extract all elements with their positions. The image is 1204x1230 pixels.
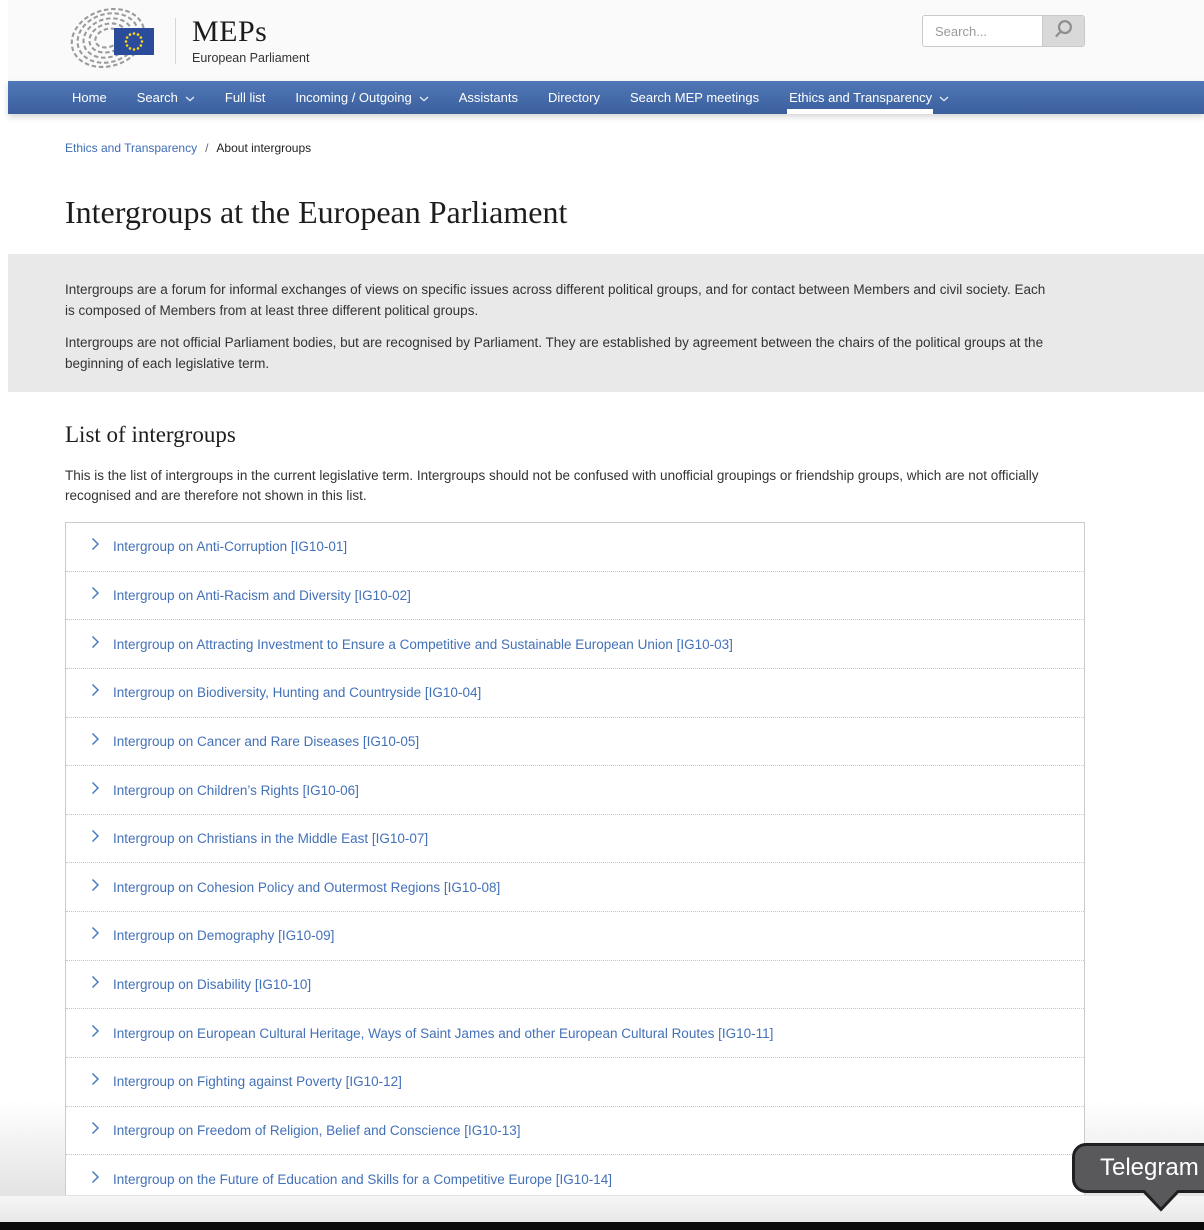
nav-item-label: Ethics and Transparency [789,90,933,105]
intergroup-item[interactable] [66,863,1084,912]
chevron-right-icon [91,732,100,751]
nav-item-full-list[interactable] [225,81,265,114]
desktop-strip [0,1196,1204,1222]
chevron-down-icon [419,90,429,105]
nav-item-search-mep-meetings[interactable] [630,81,759,114]
breadcrumb-current: About intergroups [216,141,312,155]
chevron-right-icon [91,1024,100,1043]
intergroup-item[interactable] [66,620,1084,669]
nav-item-label: Directory [547,90,600,105]
chevron-right-icon [91,829,100,848]
intergroup-item[interactable] [66,523,1084,572]
brand-subtitle: European Parliament [192,50,310,65]
intergroup-link[interactable]: Intergroup on Freedom of Religion, Belief and Conscience [IG10-13] [113,1123,521,1138]
nav-item-home[interactable] [72,81,107,114]
chevron-right-icon [91,975,100,994]
intergroup-item[interactable] [66,669,1084,718]
main-nav [8,81,1204,114]
intergroup-item[interactable] [66,815,1084,864]
brand-divider [175,18,176,64]
intergroup-link[interactable]: Intergroup on European Cultural Heritage, Ways of Saint James and other European Cultural Routes [IG10-11] [113,1025,774,1041]
intergroup-item[interactable] [66,912,1084,961]
nav-item-label: Search MEP meetings [629,90,760,105]
intergroup-link[interactable]: Intergroup on Cohesion Policy and Outermost Regions [IG10-08] [113,879,501,895]
nav-item-label: Full list [224,90,266,105]
chevron-right-icon [91,1072,100,1091]
nav-item-directory[interactable] [548,81,600,114]
nav-item-label: Home [72,90,107,105]
intergroup-item[interactable] [66,1009,1084,1058]
breadcrumb-link-ethics[interactable]: Ethics and Transparency [65,141,198,155]
chevron-right-icon [91,586,100,605]
chevron-down-icon [185,90,195,105]
search-button[interactable] [1042,16,1084,46]
intergroup-link[interactable]: Intergroup on Christians in the Middle East [IG10-07] [113,831,429,847]
chevron-right-icon [91,537,100,556]
chevron-right-icon [91,1170,100,1189]
bottom-black-bar [0,1222,1204,1230]
chevron-right-icon [91,926,100,945]
nav-item-assistants[interactable] [459,81,518,114]
nav-item-incoming-outgoing[interactable] [295,81,428,114]
european-parliament-hemicycle-logo-icon [68,8,165,73]
intergroup-link[interactable]: Intergroup on Attracting Investment to Ensure a Competitive and Sustainable European Union [IG10-03] [113,636,733,652]
telegram-overlay-label: Telegram [1100,1154,1199,1181]
intergroup-link[interactable]: Intergroup on Demography [IG10-09] [113,928,335,944]
nav-item-label: Incoming / Outgoing [295,90,412,105]
intergroup-item[interactable] [66,1107,1084,1156]
intergroup-link[interactable]: Intergroup on Cancer and Rare Diseases [IG10-05] [113,733,420,749]
intro-paragraph: Intergroups are not official Parliament bodies, but are recognised by Parliament. They are established by agreement between the chairs of the political groups at the beginning of each legislative term. [65,335,1044,371]
intergroup-link[interactable]: Intergroup on Children’s Rights [IG10-06] [113,782,359,798]
nav-item-search[interactable] [137,81,195,114]
intro-band [8,254,1204,392]
chevron-right-icon [91,1121,100,1140]
site-header [8,0,1204,81]
ep-logo-link[interactable] [68,8,309,73]
search-icon [1053,19,1074,43]
breadcrumb [65,141,1204,155]
browser-page [8,0,1204,1195]
intergroup-link[interactable]: Intergroup on Fighting against Poverty [IG10-12] [113,1074,402,1090]
intergroup-item[interactable] [66,718,1084,767]
intergroup-item[interactable] [66,1155,1084,1195]
chevron-down-icon [939,90,949,105]
intergroup-link[interactable]: Intergroup on Anti-Corruption [IG10-01] [113,539,348,555]
page-title: Intergroups at the European Parliament [65,194,568,230]
chevron-right-icon [91,781,100,800]
section-title: List of intergroups [65,422,236,447]
intergroup-link[interactable]: Intergroup on Anti-Racism and Diversity [IG10-02] [113,587,411,603]
intergroup-item[interactable] [66,961,1084,1010]
chevron-right-icon [91,683,100,702]
nav-item-ethics-and-transparency[interactable] [789,81,949,114]
section-intro: This is the list of intergroups in the current legislative term. Intergroups should not be confused with unofficial groupings or friendship groups, which are not officially recognised and are therefore not shown in this list. [65,468,1039,503]
search-input[interactable] [923,16,1042,46]
brand-title: MEPs [192,14,268,48]
chevron-right-icon [91,878,100,897]
intergroup-list [65,522,1085,1195]
site-search [922,15,1085,47]
chevron-right-icon [91,635,100,654]
intergroup-item[interactable] [66,1058,1084,1107]
intergroup-link[interactable]: Intergroup on Disability [IG10-10] [113,977,312,993]
breadcrumb-separator: / [205,141,209,155]
nav-item-label: Search [136,90,178,105]
intergroup-link[interactable]: Intergroup on Biodiversity, Hunting and Countryside [IG10-04] [113,685,482,701]
intro-paragraph: Intergroups are a forum for informal exchanges of views on specific issues across different political groups, and for contact between Members and civil society. Each is composed of Members from at least three different political groups. [65,282,1046,318]
intergroup-link[interactable]: Intergroup on the Future of Education and Skills for a Competitive Europe [IG10-14] [113,1171,613,1187]
intergroup-item[interactable] [66,572,1084,621]
nav-item-label: Assistants [458,90,518,105]
intergroup-item[interactable] [66,766,1084,815]
brand-block [192,14,310,65]
